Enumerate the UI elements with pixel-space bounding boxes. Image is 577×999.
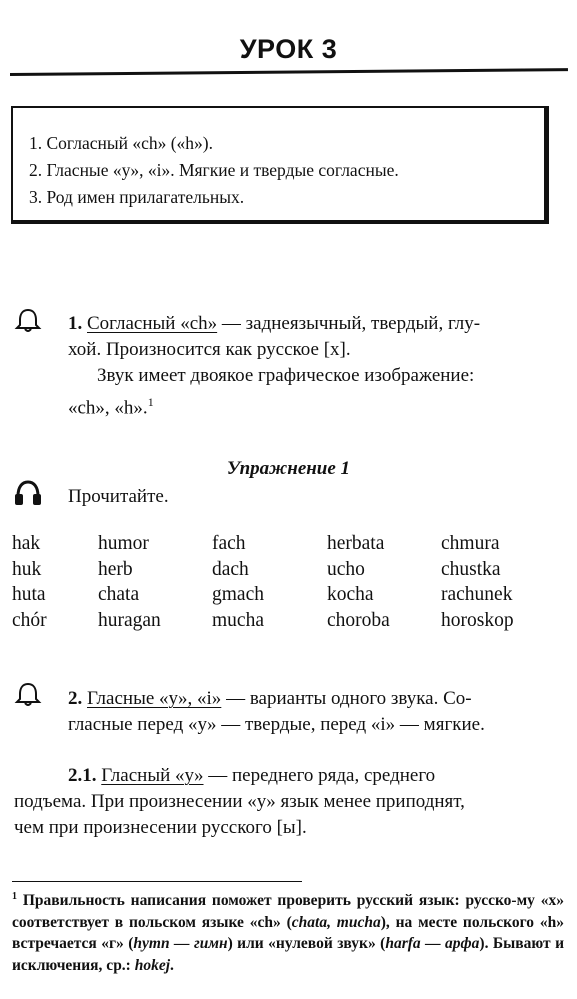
section-2-heading: Гласные «y», «i» — [87, 688, 222, 709]
headphones-icon — [13, 479, 43, 507]
section-1-heading: Согласный «ch» — [87, 313, 218, 334]
footnote-text: ). Бывают и исключения, ср.: — [12, 935, 565, 974]
section-2-number: 2. — [68, 688, 83, 709]
lesson-contents-box — [11, 106, 549, 224]
section-2-1-heading: Гласный «y» — [101, 765, 204, 786]
word-cell: huk — [12, 558, 42, 580]
word-cell: dach — [212, 558, 249, 580]
footnote — [12, 886, 564, 976]
footnote-divider — [12, 881, 302, 882]
footnote-text: Правильность написания поможет проверить русский язык: русско-му «х» соответствует в польском языке «ch» ( — [12, 892, 564, 931]
section-2-1-number: 2.1. — [68, 765, 97, 786]
table-row — [12, 608, 514, 634]
footnote-example: chata, mucha — [291, 913, 381, 931]
table-row — [12, 531, 514, 557]
word-cell: fach — [212, 533, 246, 554]
section-1-line-1 — [68, 311, 564, 337]
word-cell: chmura — [441, 533, 500, 554]
word-cell: rachunek — [441, 584, 513, 605]
lesson-title: УРОК 3 — [239, 34, 338, 64]
word-cell: gmach — [212, 584, 264, 605]
word-cell: chór — [12, 609, 47, 631]
section-2-1-line-1 — [68, 763, 435, 789]
footnote-ref: 1 — [147, 395, 154, 409]
contents-item: 1. Согласный «ch» («h»). — [29, 133, 214, 153]
footnote-example: hymn — гимн — [133, 935, 228, 953]
table-row — [12, 557, 514, 583]
footnote-example: harfa — арфа — [385, 935, 480, 953]
bell-icon — [14, 307, 42, 333]
bell-icon — [14, 681, 42, 707]
word-cell: horoskop — [441, 609, 514, 631]
footnote-mark: 1 — [12, 891, 17, 902]
word-cell: chustka — [441, 558, 501, 580]
word-cell: herb — [98, 558, 133, 580]
word-cell: huta — [12, 584, 46, 605]
footnote-example: hokej — [134, 956, 171, 974]
word-cell: huragan — [98, 609, 161, 631]
title-rule — [10, 68, 568, 76]
footnote-text: . — [170, 956, 174, 974]
section-2-line-1 — [68, 686, 472, 712]
word-cell: kocha — [327, 584, 374, 605]
contents-item: 3. Род имен прилагательных. — [29, 187, 245, 207]
word-cell: chata — [98, 584, 140, 605]
section-1-line-2: хой. Произносится как русское [х]. — [68, 339, 351, 360]
section-2-text: — варианты одного звука. Со- — [221, 688, 472, 709]
section-1-line-4 — [68, 389, 154, 421]
word-cell: choroba — [327, 609, 390, 631]
section-2-1-line-2: подъема. При произнесении «y» язык менее приподнят, — [14, 791, 465, 812]
table-row — [12, 582, 514, 608]
word-cell: herbata — [327, 533, 385, 554]
exercise-instruction: Прочитайте. — [68, 486, 169, 507]
section-1-spellings: «ch», «h». — [68, 397, 148, 419]
word-cell: ucho — [327, 558, 365, 580]
section-1-line-3: Звук имеет двоякое графическое изображение: — [97, 365, 475, 386]
footnote-text: ), на месте польского «h» встречается «г» ( — [12, 913, 565, 953]
contents-item: 2. Гласные «y», «i». Мягкие и твердые согласные. — [29, 160, 399, 180]
section-2-1-line-3: чем при произнесении русского [ы]. — [14, 817, 307, 838]
word-table — [12, 531, 514, 633]
word-cell: hak — [12, 533, 41, 554]
word-cell: mucha — [212, 609, 264, 631]
section-2-1-text: — переднего ряда, среднего — [203, 765, 436, 786]
section-1-text: — заднеязычный, твердый, глу- — [217, 313, 481, 334]
word-cell: humor — [98, 533, 149, 554]
section-2-line-2: гласные перед «y» — твердые, перед «i» — мягкие. — [68, 714, 485, 735]
exercise-title: Упражнение 1 — [226, 458, 351, 479]
section-1-number: 1. — [68, 313, 83, 334]
footnote-text: ) или «нулевой звук» ( — [227, 935, 386, 953]
